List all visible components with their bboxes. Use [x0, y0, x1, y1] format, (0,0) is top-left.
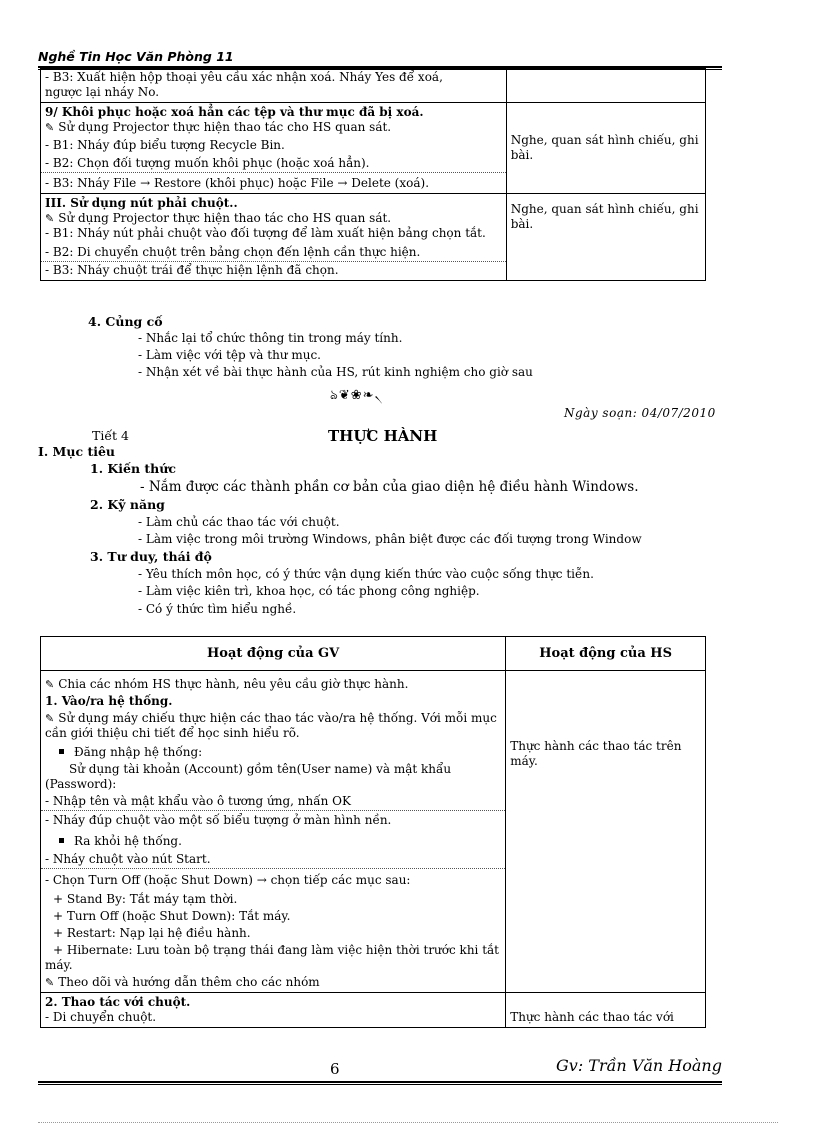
attitude-item: - Có ý thức tìm hiểu nghề.	[138, 602, 297, 616]
hs-text: Nghe, quan sát hình chiếu, ghi bài.	[510, 133, 699, 162]
gv-cell	[41, 69, 507, 103]
gv-line: - B2: Chọn đối tượng muốn khôi phục (hoặc xoá hẳn).	[45, 156, 370, 170]
header-title: Nghề Tin Học Văn Phòng 11	[38, 49, 234, 64]
hs-text: Thực hành các thao tác với	[510, 1010, 674, 1024]
gv-line: - Nháy đúp chuột vào một số biểu tượng ở màn hình nền.	[45, 813, 392, 827]
section-title: 2. Thao tác với chuột.	[45, 995, 191, 1009]
gv-line: + Hibernate: Lưu toàn bộ trạng thái đang làm việc hiện thời trước khi tắt máy.	[45, 943, 499, 972]
dotted-separator	[41, 172, 506, 173]
skills-item: - Làm chủ các thao tác với chuột.	[138, 515, 340, 529]
section-title: III. Sử dụng nút phải chuột..	[45, 196, 238, 210]
lesson-title: THỰC HÀNH	[328, 427, 438, 445]
attitude-heading: 3. Tư duy, thái độ	[90, 549, 212, 564]
gv-line: Sử dụng tài khoản (Account) gồm tên(User name) và mật khẩu (Password):	[45, 762, 452, 791]
pointing-hand-icon: ✎	[45, 976, 55, 989]
consolidation-item: - Làm việc với tệp và thư mục.	[138, 348, 321, 362]
hs-column-header: Hoạt động của HS	[506, 637, 706, 671]
gv-column-header: Hoạt động của GV	[41, 637, 506, 671]
footer-rule-thin	[38, 1084, 722, 1085]
skills-item: - Làm việc trong môi trường Windows, phân biệt được các đối tượng trong Window	[138, 532, 642, 546]
knowledge-item: - Nắm được các thành phần cơ bản của giao diện hệ điều hành Windows.	[140, 479, 639, 495]
pointing-hand-icon: ✎	[45, 712, 55, 725]
section-title: 1. Vào/ra hệ thống.	[45, 694, 173, 708]
page-number: 6	[330, 1060, 340, 1078]
gv-cell	[41, 103, 507, 194]
table-row	[41, 194, 706, 281]
dotted-separator	[41, 261, 506, 262]
knowledge-heading: 1. Kiến thức	[90, 461, 176, 476]
consolidation-item: - Nhắc lại tổ chức thông tin trong máy tính.	[138, 331, 403, 345]
gv-line: - Di chuyển chuột.	[45, 1010, 157, 1024]
gv-line: - B3: Nháy File → Restore (khôi phục) hoặc File → Delete (xoá).	[45, 176, 430, 190]
gv-line: Ra khỏi hệ thống.	[74, 834, 182, 848]
table-row	[41, 103, 706, 194]
pointing-hand-icon: ✎	[45, 212, 55, 225]
hs-cell	[506, 69, 705, 103]
gv-line: + Restart: Nạp lại hệ điều hành.	[53, 926, 251, 940]
dotted-separator	[41, 810, 505, 811]
gv-line: Sử dụng Projector thực hiện thao tác cho HS quan sát.	[58, 211, 392, 225]
footer-rule	[38, 1081, 722, 1083]
table-row	[41, 671, 706, 993]
preparation-date: Ngày soạn: 04/07/2010	[564, 406, 716, 420]
square-bullet-icon	[59, 749, 64, 754]
gv-line: - B1: Nháy nút phải chuột vào đối tượng để làm xuất hiện bảng chọn tắt.	[45, 226, 486, 240]
gv-line: ngược lại nháy No.	[45, 85, 160, 99]
lesson-period: Tiết 4	[92, 428, 129, 443]
attitude-item: - Làm việc kiên trì, khoa học, có tác phong công nghiệp.	[138, 584, 480, 598]
skills-heading: 2. Kỹ năng	[90, 497, 165, 512]
hs-cell	[506, 103, 705, 194]
hs-cell	[506, 671, 706, 993]
gv-cell	[41, 993, 506, 1028]
pointing-hand-icon: ✎	[45, 678, 55, 691]
hs-cell	[506, 993, 706, 1028]
hs-text: Thực hành các thao tác trên máy.	[510, 739, 682, 768]
gv-line: Sử dụng máy chiếu thực hiện các thao tác vào/ra hệ thống. Với mỗi mục cần giới thiệu chi tiết để học sinh hiểu rõ.	[45, 711, 497, 740]
gv-line: - Nháy chuột vào nút Start.	[45, 852, 211, 866]
section-title: 9/ Khôi phục hoặc xoá hẳn các tệp và thư mục đã bị xoá.	[45, 105, 424, 119]
gv-line: + Turn Off (hoặc Shut Down): Tắt máy.	[53, 909, 291, 923]
pointing-hand-icon: ✎	[45, 121, 55, 134]
activity-table	[40, 636, 706, 1028]
gv-line: - B3: Xuất hiện hộp thoại yêu cầu xác nhận xoá. Nháy Yes để xoá,	[45, 70, 443, 84]
consolidation-item: - Nhận xét về bài thực hành của HS, rút kinh nghiệm cho giờ sau	[138, 365, 533, 379]
intro-line: Chia các nhóm HS thực hành, nêu yêu cầu giờ thực hành.	[58, 677, 409, 691]
gv-line: Theo dõi và hướng dẫn thêm cho các nhóm	[58, 975, 320, 989]
objectives-heading: I. Mục tiêu	[38, 444, 116, 459]
gv-line: - B2: Di chuyển chuột trên bảng chọn đến lệnh cần thực hiện.	[45, 245, 421, 259]
consolidation-heading: 4. Củng cố	[88, 314, 163, 329]
activity-table-continued	[40, 68, 706, 281]
hs-cell	[506, 194, 705, 281]
gv-line: - B3: Nháy chuột trái để thực hiện lệnh đã chọn.	[45, 263, 339, 277]
teacher-name: Gv: Trần Văn Hoàng	[556, 1056, 722, 1075]
gv-line: - Chọn Turn Off (hoặc Shut Down) → chọn tiếp các mục sau:	[45, 873, 411, 887]
gv-line: Sử dụng Projector thực hiện thao tác cho HS quan sát.	[58, 120, 392, 134]
table-row	[41, 69, 706, 103]
dotted-separator	[41, 868, 505, 869]
hs-text: Nghe, quan sát hình chiếu, ghi bài.	[510, 202, 699, 231]
attitude-item: - Yêu thích môn học, có ý thức vận dụng kiến thức vào cuộc sống thực tiễn.	[138, 567, 594, 581]
gv-line: - B1: Nháy đúp biểu tượng Recycle Bin.	[45, 138, 285, 152]
gv-line: + Stand By: Tắt máy tạm thời.	[53, 892, 238, 906]
gv-line: - Nhập tên và mật khẩu vào ô tương ứng, nhấn OK	[45, 794, 351, 808]
gv-cell	[41, 194, 507, 281]
table-row	[41, 993, 706, 1028]
square-bullet-icon	[59, 838, 64, 843]
ornament-divider: ঌ❦❀❧৲	[330, 388, 384, 403]
gv-line: Đăng nhập hệ thống:	[74, 745, 203, 759]
gv-cell	[41, 671, 506, 993]
table-header-row	[41, 637, 706, 671]
